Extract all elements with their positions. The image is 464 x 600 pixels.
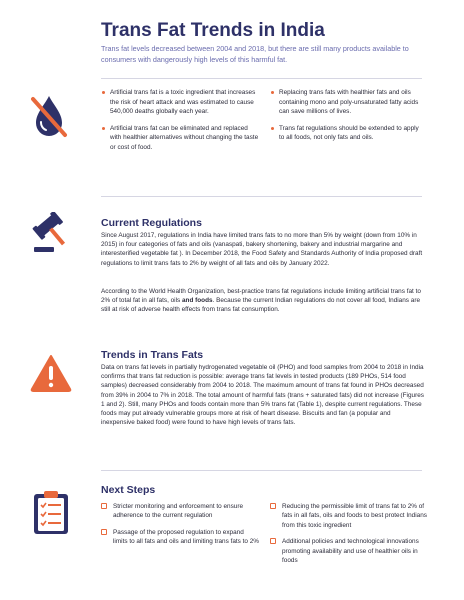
page-title: Trans Fat Trends in India bbox=[101, 20, 325, 41]
next-steps-right-list bbox=[270, 502, 428, 572]
divider bbox=[101, 196, 422, 197]
regulations-paragraph-1: Since August 2017, regulations in India have limited trans fats to no more than 5% by weight (down from 10% in 2015) in four categories of fats and oils (vanaspati, bakery shortening, bakery and industrial margarine and interesterified vegetable fat ). In December 2018, the Food Safety and Standards Authority of India proposed draft regulations to limit trans fats to 2% by weight of all fats and oils by January 2022. bbox=[101, 232, 423, 267]
checkbox-icon bbox=[270, 503, 276, 509]
list-item: Additional policies and technological innovations promoting availability and use of healthier oils in foods bbox=[270, 537, 428, 565]
divider bbox=[101, 78, 422, 79]
clipboard-checklist-icon bbox=[31, 489, 71, 535]
list-item: Trans fat regulations should be extended to apply to all foods, not only fats and oils. bbox=[270, 124, 425, 143]
next-steps-left-list bbox=[101, 502, 259, 554]
checkbox-icon bbox=[101, 529, 107, 535]
intro-left-bullets bbox=[101, 88, 259, 160]
no-oil-drop-icon bbox=[30, 93, 68, 139]
list-item: Passage of the proposed regulation to expand limits to all fats and oils and limiting trans fats to 2% bbox=[101, 528, 259, 547]
checkbox-icon bbox=[101, 503, 107, 509]
gavel-icon bbox=[30, 212, 70, 254]
section-title-regulations: Current Regulations bbox=[101, 217, 202, 229]
divider bbox=[101, 470, 422, 471]
checkbox-icon bbox=[270, 538, 276, 544]
intro-right-bullets bbox=[270, 88, 425, 150]
regulations-paragraph-2: According to the World Health Organization, best-practice trans fat regulations include limiting artificial trans fat to 2% of total fat in all fats, oils and foods. Because the current Indian regulations do not cover all food, Indians are still at risk of adverse health effects from trans fat consumption. bbox=[101, 288, 421, 314]
warning-icon bbox=[30, 354, 72, 392]
list-item: Artificial trans fat is a toxic ingredient that increases the risk of heart attack and was estimated to cause 540,000 deaths globally each year. bbox=[101, 88, 259, 117]
list-item: Stricter monitoring and enforcement to ensure adherence to the current regulation bbox=[101, 502, 259, 521]
section-title-trends: Trends in Trans Fats bbox=[101, 349, 204, 361]
list-item: Reducing the permissible limit of trans fat to 2% of fats in all fats, oils and foods to best protect Indians from this toxic ingredient bbox=[270, 502, 428, 530]
list-item: Replacing trans fats with healthier fats and oils containing mono and poly-unsaturated fatty acids can save millions of lives. bbox=[270, 88, 425, 117]
section-title-next-steps: Next Steps bbox=[101, 484, 156, 496]
list-item: Artificial trans fat can be eliminated and replaced with healthier alternatives without changing the taste or cost of food. bbox=[101, 124, 259, 153]
page-subtitle: Trans fat levels decreased between 2004 and 2018, but there are still many products available to consumers with dangerously high levels of this harmful fat. bbox=[101, 44, 409, 64]
trends-paragraph: Data on trans fat levels in partially hydrogenated vegetable oil (PHO) and food samples from 2004 to 2018 in India confirms that trans fat reduction is possible: average trans fat levels in tested products (189 PHOs, 514 food samples) decreased considerably from 2004 to 2018. The maximum amount of trans fat found in PHOs decreased from 39% in 2004 to 7% in 2018. The total amount of harmful fats (trans + saturated fats) did not increase (Figures 1 and 2). Still, many PHOs and foods contain more than 5% trans fat (Table 1), despite current regulations. These foods may put already vulnerable groups more at risk of heart disease. Biscuits and fan (a popular and inexpensive baked food) were found to have high levels of trans fats. bbox=[101, 364, 424, 427]
